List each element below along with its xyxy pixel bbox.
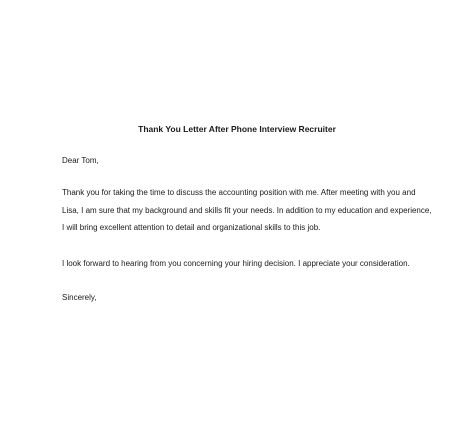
salutation: Dear Tom, bbox=[62, 156, 99, 165]
paragraph-line: Lisa, I am sure that my background and skills fit your needs. In addition to my education and experience, bbox=[62, 205, 432, 215]
paragraph-line: I will bring excellent attention to detail and organizational skills to this job. bbox=[62, 223, 321, 232]
paragraph-line: I look forward to hearing from you concerning your hiring decision. I appreciate your consideration. bbox=[62, 259, 410, 268]
body-paragraph-1 bbox=[62, 184, 432, 237]
paragraph-line: Thank you for taking the time to discuss the accounting position with me. After meeting with you and bbox=[62, 188, 416, 197]
body-paragraph-2 bbox=[62, 255, 414, 273]
closing: Sincerely, bbox=[62, 293, 97, 302]
letter-title: Thank You Letter After Phone Interview Recruiter bbox=[138, 124, 336, 134]
